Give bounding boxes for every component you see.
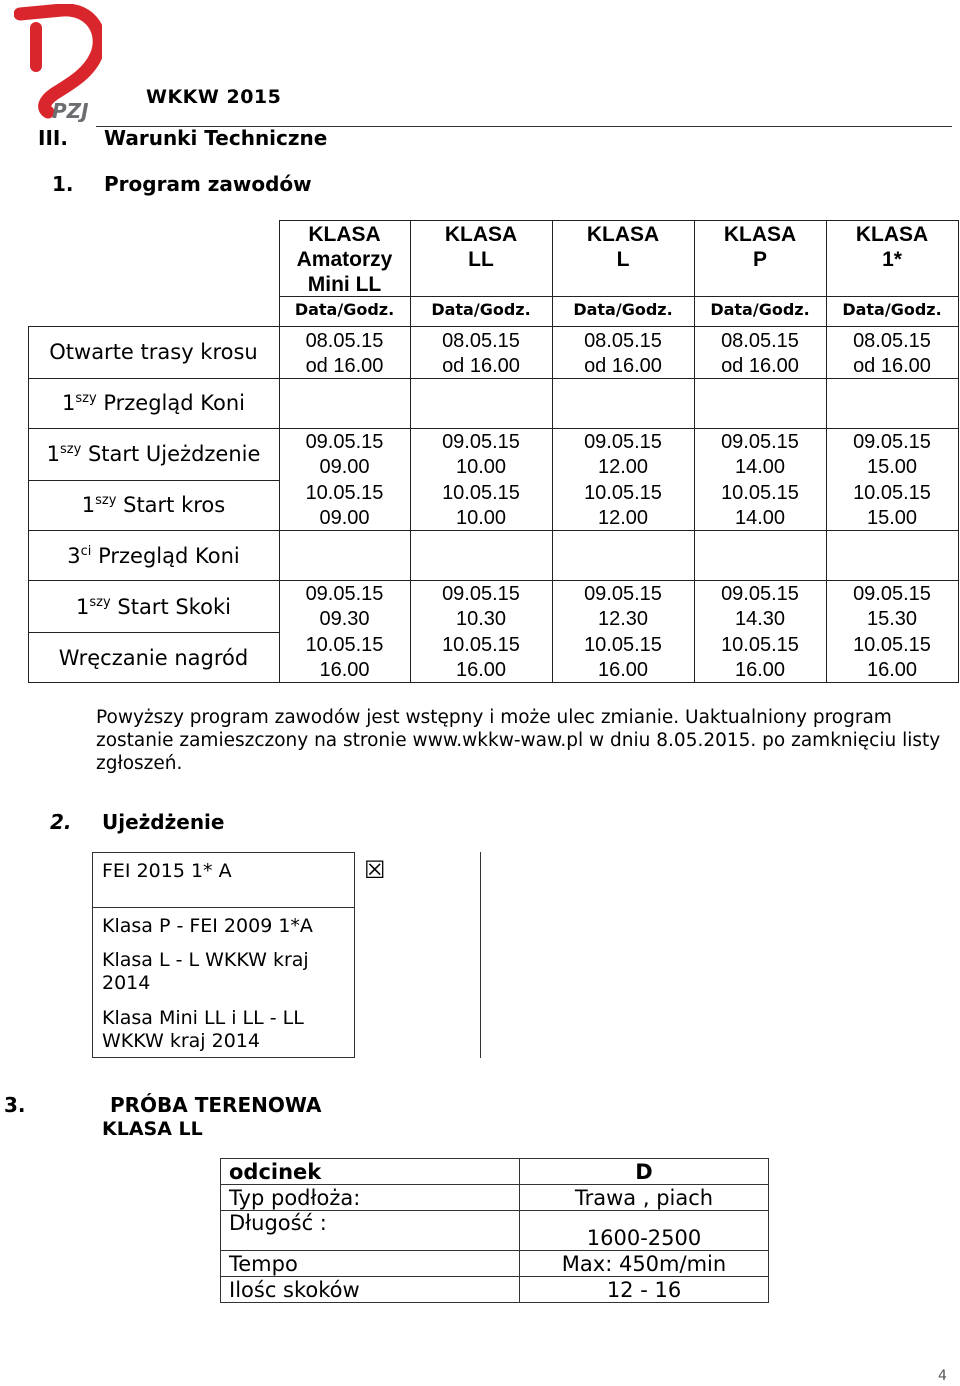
schedule-table <box>0 0 960 690</box>
cell-otwarte: 08.05.15 od 16.00 <box>442 330 520 377</box>
cell-kros: 10.05.15 10.00 <box>442 482 520 529</box>
cell-otwarte: 08.05.15 od 16.00 <box>305 330 384 377</box>
cell-kros: 10.05.15 12.00 <box>584 482 662 529</box>
row-label-start-ujezdzenie: $1^{szy}$ Start Ujeżdzenie <box>46 442 261 466</box>
table-row <box>221 1277 769 1303</box>
cell-ujezdzenie: 09.05.15 14.00 <box>721 431 799 478</box>
dressage-side-line <box>480 852 481 1058</box>
dressage-item-klasa-mini-ll: Klasa Mini LL i LL - LL WKKW kraj 2014 <box>102 1007 304 1052</box>
cell-otwarte: 08.05.15 od 16.00 <box>584 330 662 377</box>
cell-skoki: 09.05.15 12.30 <box>584 583 662 630</box>
terrain-value: D <box>520 1159 769 1185</box>
cell-skoki: 09.05.15 14.30 <box>721 583 799 630</box>
column-header-ll: KLASA LL <box>444 223 518 271</box>
subheader-datagodz: Data/Godz. <box>842 300 942 319</box>
cell-wreczanie: 10.05.15 16.00 <box>305 634 384 681</box>
row-label-przeglad3: $3^{ci}$ Przegląd Koni <box>67 544 240 568</box>
section-title: Warunki Techniczne <box>104 126 328 150</box>
dressage-item-klasa-p: Klasa P - FEI 2009 1*A <box>102 915 313 937</box>
terrain-title: PRÓBA TERENOWA <box>110 1093 322 1117</box>
cell-kros: 10.05.15 14.00 <box>721 482 799 529</box>
dressage-item-klasa-l: Klasa L - L WKKW kraj 2014 <box>102 949 309 994</box>
cell-ujezdzenie: 09.05.15 10.00 <box>442 431 520 478</box>
column-header-p: KLASA P <box>723 223 797 271</box>
cell-skoki: 09.05.15 09.30 <box>305 583 384 630</box>
terrain-number: 3. <box>4 1093 26 1117</box>
dressage-divider <box>92 907 355 908</box>
terrain-label: Tempo <box>221 1251 520 1277</box>
cell-ujezdzenie: 09.05.15 12.00 <box>584 431 662 478</box>
program-number: 1. <box>52 172 74 196</box>
terrain-value: Trawa , piach <box>520 1185 769 1211</box>
section-number: III. <box>38 126 68 150</box>
cell-ujezdzenie: 09.05.15 15.00 <box>853 431 931 478</box>
program-title: Program zawodów <box>104 172 312 196</box>
terrain-value: 12 - 16 <box>520 1277 769 1303</box>
document-title: WKKW 2015 <box>146 86 282 108</box>
checkbox-checked-icon[interactable]: ☒ <box>364 856 386 884</box>
row-label-start-skoki: $1^{szy}$ Start Skoki <box>76 595 231 619</box>
table-row <box>221 1185 769 1211</box>
dressage-item-fei-2015: FEI 2015 1* A <box>102 860 232 882</box>
cell-skoki: 09.05.15 15.30 <box>853 583 931 630</box>
program-note: Powyższy program zawodów jest wstępny i może ulec zmianie. Uaktualniony program zostanie zamieszczony na stronie www.wkkw-waw.pl w dniu 8.05.2015. po zamknięciu listy zgłoszeń. <box>96 707 941 774</box>
cell-wreczanie: 10.05.15 16.00 <box>442 634 520 681</box>
dressage-title: Ujeżdżenie <box>102 810 225 834</box>
terrain-label: Typ podłoża: <box>221 1185 520 1211</box>
terrain-label: Ilośc skoków <box>221 1277 520 1303</box>
terrain-table <box>220 1158 769 1303</box>
cell-kros: 10.05.15 09.00 <box>305 482 384 529</box>
terrain-subtitle: KLASA LL <box>102 1118 203 1140</box>
cell-otwarte: 08.05.15 od 16.00 <box>853 330 931 377</box>
row-label-wreczanie: Wręczanie nagród <box>58 646 249 670</box>
column-header-1star: KLASA 1* <box>855 223 929 271</box>
column-header-l: KLASA L <box>586 223 660 271</box>
column-header-amatorzy: KLASA Amatorzy Mini LL <box>296 223 393 296</box>
cell-ujezdzenie: 09.05.15 09.00 <box>305 431 384 478</box>
cell-wreczanie: 10.05.15 16.00 <box>721 634 799 681</box>
terrain-value: Max: 450m/min <box>520 1251 769 1277</box>
subheader-datagodz: Data/Godz. <box>573 300 673 319</box>
cell-wreczanie: 10.05.15 16.00 <box>853 634 931 681</box>
row-label-otwarte: Otwarte trasy krosu <box>49 340 258 364</box>
subheader-datagodz: Data/Godz. <box>294 300 395 319</box>
cell-otwarte: 08.05.15 od 16.00 <box>721 330 799 377</box>
terrain-value: 1600-2500 <box>520 1211 769 1251</box>
row-label-przeglad1: $1^{szy}$ Przegląd Koni <box>62 391 245 415</box>
table-row <box>221 1251 769 1277</box>
subheader-datagodz: Data/Godz. <box>431 300 531 319</box>
row-label-start-kros: $1^{szy}$ Start kros <box>81 493 226 517</box>
subheader-datagodz: Data/Godz. <box>710 300 810 319</box>
dressage-number: 2. <box>50 810 72 834</box>
table-row <box>221 1211 769 1251</box>
logo-text: PZJ <box>52 99 89 122</box>
cell-skoki: 09.05.15 10.30 <box>442 583 520 630</box>
table-row <box>221 1159 769 1185</box>
terrain-label: odcinek <box>221 1159 520 1185</box>
page-number: 4 <box>938 1368 947 1384</box>
cell-wreczanie: 10.05.15 16.00 <box>584 634 662 681</box>
terrain-label: Długość : <box>221 1211 520 1251</box>
cell-kros: 10.05.15 15.00 <box>853 482 931 529</box>
